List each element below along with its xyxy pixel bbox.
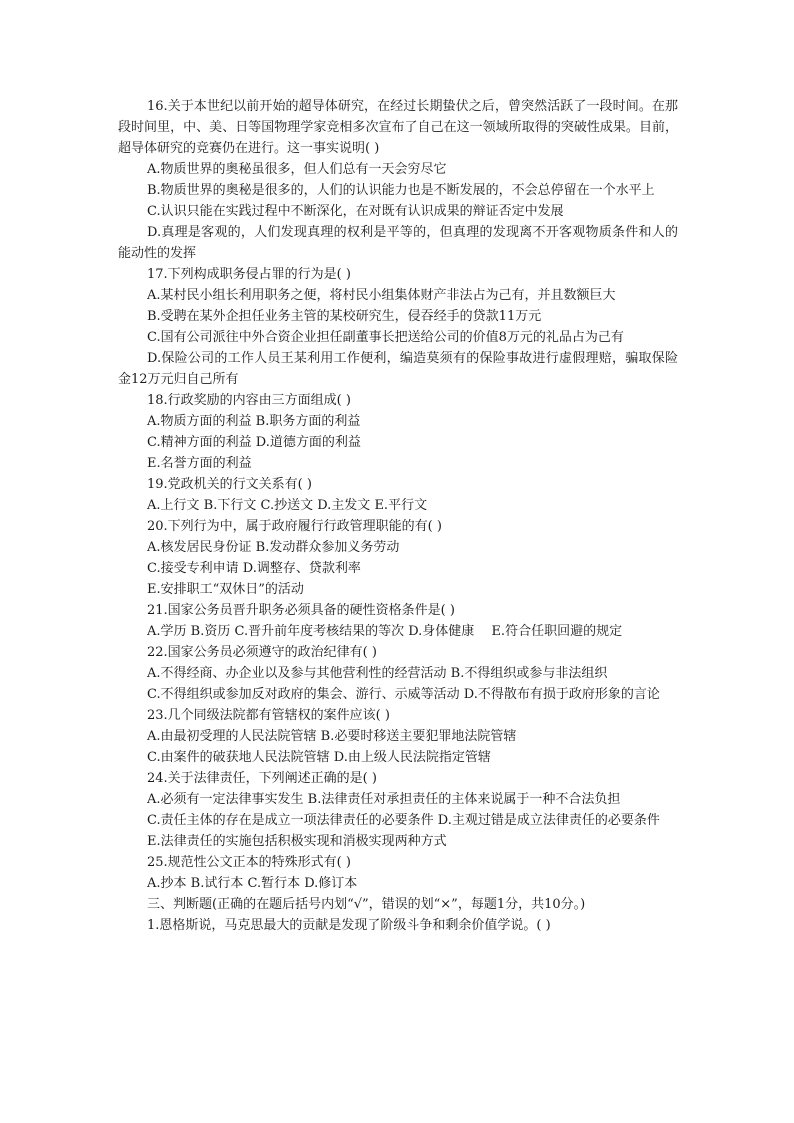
q18-stem: 18.行政奖励的内容由三方面组成( ) xyxy=(147,393,351,408)
q22-stem: 22.国家公务员必须遵守的政治纪律有( ) xyxy=(147,645,377,660)
q24-stem: 24.关于法律责任，下列阐述正确的是( ) xyxy=(147,771,377,786)
q17-stem: 17.下列构成职务侵占罪的行为是( ) xyxy=(147,267,351,282)
tf-question-1: 1.恩格斯说，马克思最大的贡献是发现了阶级斗争和剩余价值学说。( ) xyxy=(147,918,551,933)
q25-options: A.抄本 B.试行本 C.暂行本 D.修订本 xyxy=(147,876,358,891)
q24-options-cd: C.责任主体的存在是成立一项法律责任的必要条件 D.主观过错是成立法律责任的必要条件 xyxy=(147,813,660,828)
q21-stem: 21.国家公务员晋升职务必须具备的硬性资格条件是( ) xyxy=(147,603,455,618)
q25-stem: 25.规范性公文正本的特殊形式有( ) xyxy=(147,855,351,870)
q16-option-c: C.认识只能在实践过程中不断深化，在对既有认识成果的辩证否定中发展 xyxy=(147,204,564,219)
q18-options-ab: A.物质方面的利益 B.职务方面的利益 xyxy=(147,414,361,429)
q23-options-cd: C.由案件的破获地人民法院管辖 D.由上级人民法院指定管辖 xyxy=(147,750,491,765)
q16-option-d: D.真理是客观的，人们发现真理的权利是平等的，但真理的发现离不开客观物质条件和人的能动性的发挥 xyxy=(118,225,678,261)
q19-options: A.上行文 B.下行文 C.抄送文 D.主发文 E.平行文 xyxy=(147,498,428,513)
q24-option-e: E.法律责任的实施包括积极实现和消极实现两种方式 xyxy=(147,834,447,849)
q20-options-ab: A.核发居民身份证 B.发动群众参加义务劳动 xyxy=(147,540,400,555)
q21-options: A.学历 B.资历 C.晋升前年度考核结果的等次 D.身体健康 E.符合任职回避的规定 xyxy=(147,624,623,639)
q16-stem: 16.关于本世纪以前开始的超导体研究，在经过长期蛰伏之后，曾突然活跃了一段时间。在那段时间里，中、美、日等国物理学家竞相多次宣布了自己在这一领域所取得的突破性成果。目前，超导体研究的竞赛仍在进行。这一事实说明( ) xyxy=(118,99,678,156)
q23-options-ab: A.由最初受理的人民法院管辖 B.必要时移送主要犯罪地法院管辖 xyxy=(147,729,517,744)
q16-option-a: A.物质世界的奥秘虽很多，但人们总有一天会穷尽它 xyxy=(147,162,447,177)
q17-option-b: B.受聘在某外企担任业务主管的某校研究生，侵吞经手的贷款11万元 xyxy=(147,309,542,324)
q23-stem: 23.几个同级法院都有管辖权的案件应该( ) xyxy=(147,708,390,723)
q17-option-d: D.保险公司的工作人员王某利用工作便利，编造莫须有的保险事故进行虚假理赔，骗取保险金12万元归自己所有 xyxy=(118,351,678,387)
q17-option-c: C.国有公司派往中外合资企业担任副董事长把送给公司的价值8万元的礼品占为己有 xyxy=(147,330,624,345)
q24-options-ab: A.必须有一定法律事实发生 B.法律责任对承担责任的主体来说属于一种不合法负担 xyxy=(147,792,621,807)
q18-option-e: E.名誉方面的利益 xyxy=(147,456,252,471)
q17-option-a: A.某村民小组长利用职务之便，将村民小组集体财产非法占为己有，并且数额巨大 xyxy=(147,288,616,303)
q16-option-b: B.物质世界的奥秘是很多的，人们的认识能力也是不断发展的，不会总停留在一个水平上 xyxy=(147,183,655,198)
q19-stem: 19.党政机关的行文关系有( ) xyxy=(147,477,312,492)
q18-options-cd: C.精神方面的利益 D.道德方面的利益 xyxy=(147,435,361,450)
document-body xyxy=(118,96,678,936)
q22-options-ab: A.不得经商、办企业以及参与其他营利性的经营活动 B.不得组织或参与非法组织 xyxy=(147,666,608,681)
q22-options-cd: C.不得组织或参加反对政府的集会、游行、示威等活动 D.不得散布有损于政府形象的言论 xyxy=(147,687,660,702)
q20-option-e: E.安排职工“双休日”的活动 xyxy=(147,582,304,597)
section-three-heading: 三、判断题(正确的在题后括号内划“√”，错误的划“×”，每题1分，共10分。) xyxy=(147,897,586,912)
q20-stem: 20.下列行为中，属于政府履行行政管理职能的有( ) xyxy=(147,519,442,534)
q20-options-cd: C.接受专利申请 D.调整存、贷款利率 xyxy=(147,561,361,576)
